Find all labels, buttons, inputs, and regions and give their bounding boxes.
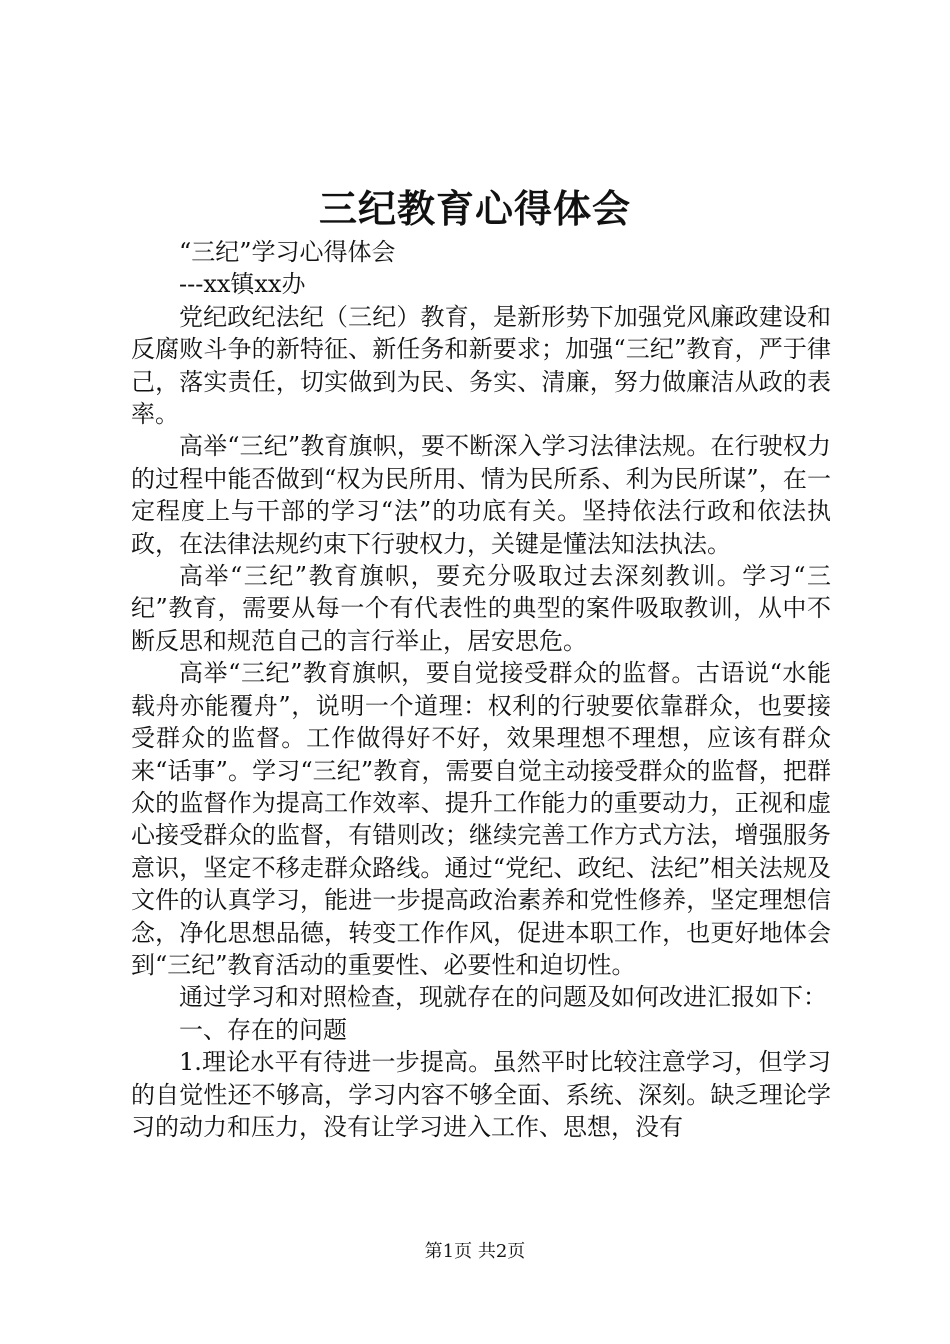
page-footer: 第1页 共2页 (424, 1241, 526, 1262)
paragraph: 高举“三纪”教育旗帜，要不断深入学习法律法规。在行驶权力的过程中能否做到“权为民所用、情为民所系、利为民所谋”，在一定程度上与干部的学习“法”的功底有关。坚持依法行政和依法执政，在法律法规约束下行驶权力，关键是懂法知法执法。 (131, 432, 831, 558)
subtitle: “三纪”学习心得体会 (179, 238, 396, 266)
paragraph: 1.理论水平有待进一步提高。虽然平时比较注意学习，但学习的自觉性还不够高，学习内容不够全面、系统、深刻。缺乏理论学习的动力和压力，没有让学习进入工作、思想，没有 (131, 1048, 831, 1141)
paragraph: 高举“三纪”教育旗帜，要自觉接受群众的监督。古语说“水能载舟亦能覆舟”，说明一个道理：权利的行驶要依靠群众，也要接受群众的监督。工作做得好不好，效果理想不理想，应该有群众来“话事”。学习“三纪”教育，需要自觉主动接受群众的监督，把群众的监督作为提高工作效率、提升工作能力的重要动力，正视和虚心接受群众的监督，有错则改；继续完善工作方式方法，增强服务意识，坚定不移走群众路线。通过“党纪、政纪、法纪”相关法规及文件的认真学习，能进一步提高政治素养和党性修养，坚定理想信念，净化思想品德，转变工作作风，促进本职工作，也更好地体会到“三纪”教育活动的重要性、必要性和迫切性。 (131, 659, 831, 979)
paragraph: 通过学习和对照检查，现就存在的问题及如何改进汇报如下： (179, 983, 827, 1012)
document-body (131, 236, 831, 1143)
paragraph: 高举“三纪”教育旗帜，要充分吸取过去深刻教训。学习“三纪”教育，需要从每一个有代表性的典型的案件吸取教训，从中不断反思和规范自己的言行举止，居安思危。 (131, 562, 831, 655)
paragraph: 党纪政纪法纪（三纪）教育，是新形势下加强党风廉政建设和反腐败斗争的新特征、新任务和新要求；加强“三纪”教育，严于律己，落实责任，切实做到为民、务实、清廉，努力做廉洁从政的表率。 (131, 302, 831, 429)
section-heading: 一、存在的问题 (179, 1015, 347, 1044)
document-title: 三纪教育心得体会 (318, 186, 631, 231)
author-line: ---xx镇xx办 (179, 270, 306, 299)
